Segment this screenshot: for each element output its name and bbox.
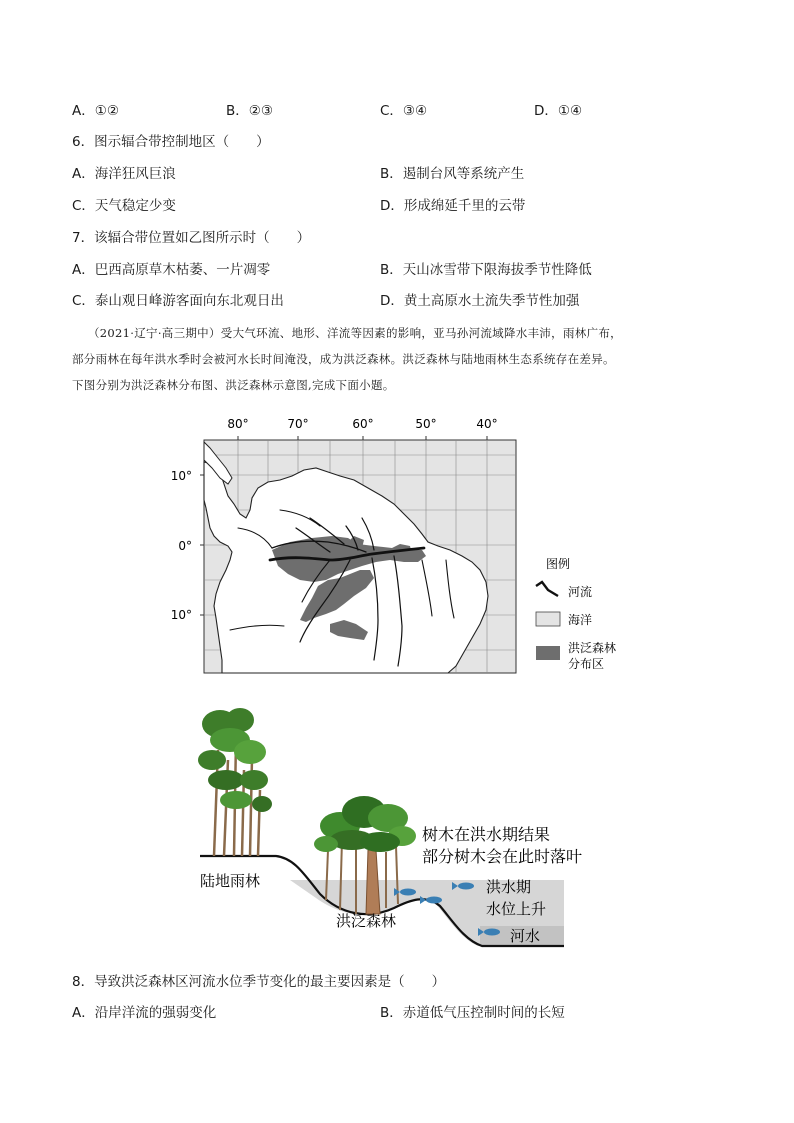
lon-label-50: 50° — [415, 417, 437, 431]
lat-label-0: 0° — [178, 539, 192, 553]
lon-label-70: 70° — [287, 417, 309, 431]
legend-title: 图例 — [546, 557, 571, 571]
lat-label-10n: 10° — [170, 469, 192, 483]
label-fruit-note-1: 树木在洪水期结果 — [422, 825, 551, 844]
q8-stem: 8．导致洪泛森林区河流水位季节变化的最主要因素是（ ） — [72, 974, 446, 990]
q5-option-c: C．③④ — [380, 103, 428, 119]
legend-ocean: 海洋 — [568, 613, 593, 627]
q6-option-b: B．遏制台风等系统产生 — [380, 166, 525, 182]
diagram-land-trees — [198, 708, 272, 856]
lon-label-80: 80° — [227, 417, 249, 431]
q5-option-a: A．①② — [72, 103, 119, 119]
flood-forest-map — [160, 410, 660, 680]
q5-option-d: D．①④ — [534, 103, 583, 119]
q8-option-a: A．沿岸洋流的强弱变化 — [72, 1005, 217, 1021]
label-river-water: 河水 — [510, 927, 541, 945]
label-flood-season-2: 水位上升 — [486, 900, 547, 918]
lat-label-10s: 10° — [170, 608, 192, 622]
q7-option-a: A．巴西高原草木枯萎、一片凋零 — [72, 262, 271, 278]
q6-option-c: C．天气稳定少变 — [72, 198, 176, 214]
flood-forest-diagram — [190, 700, 590, 955]
q7-option-d: D．黄土高原水土流失季节性加强 — [380, 293, 580, 309]
lon-label-60: 60° — [352, 417, 374, 431]
legend-forest-symbol — [536, 646, 560, 660]
passage-line-1: （2021·辽宁·高三期中）受大气环流、地形、洋流等因素的影响，亚马孙河流域降水丰沛，雨林广布， — [88, 326, 622, 340]
q6-option-a: A．海洋狂风巨浪 — [72, 166, 176, 182]
lon-label-40: 40° — [476, 417, 498, 431]
q5-option-b: B．②③ — [226, 103, 273, 119]
q8-option-b: B．赤道低气压控制时间的长短 — [380, 1005, 565, 1021]
legend-forest-line1: 洪泛森林 — [568, 641, 617, 655]
passage — [72, 320, 752, 398]
passage-line-3: 下图分别为洪泛森林分布图、洪泛森林示意图,完成下面小题。 — [72, 378, 395, 392]
q7-option-b: B．天山冰雪带下限海拔季节性降低 — [380, 262, 592, 278]
q7-option-c: C．泰山观日峰游客面向东北观日出 — [72, 293, 284, 309]
label-flood-season-1: 洪水期 — [486, 878, 532, 896]
passage-line-2: 部分雨林在每年洪水季时会被河水长时间淹没，成为洪泛森林。洪泛森林与陆地雨林生态系统存在差异。 — [72, 352, 615, 366]
label-land-rainforest: 陆地雨林 — [200, 872, 261, 890]
legend-river: 河流 — [568, 585, 593, 599]
q6-option-d: D．形成绵延千里的云带 — [380, 198, 526, 214]
label-flood-forest: 洪泛森林 — [336, 912, 397, 930]
legend-forest-line2: 分布区 — [568, 657, 605, 671]
legend-ocean-symbol — [536, 612, 560, 626]
label-fruit-note-2: 部分树木会在此时落叶 — [422, 847, 583, 866]
q6-stem: 6．图示辐合带控制地区（ ） — [72, 134, 270, 150]
q7-stem: 7．该辐合带位置如乙图所示时（ ） — [72, 230, 311, 246]
legend-river-symbol — [536, 582, 558, 596]
